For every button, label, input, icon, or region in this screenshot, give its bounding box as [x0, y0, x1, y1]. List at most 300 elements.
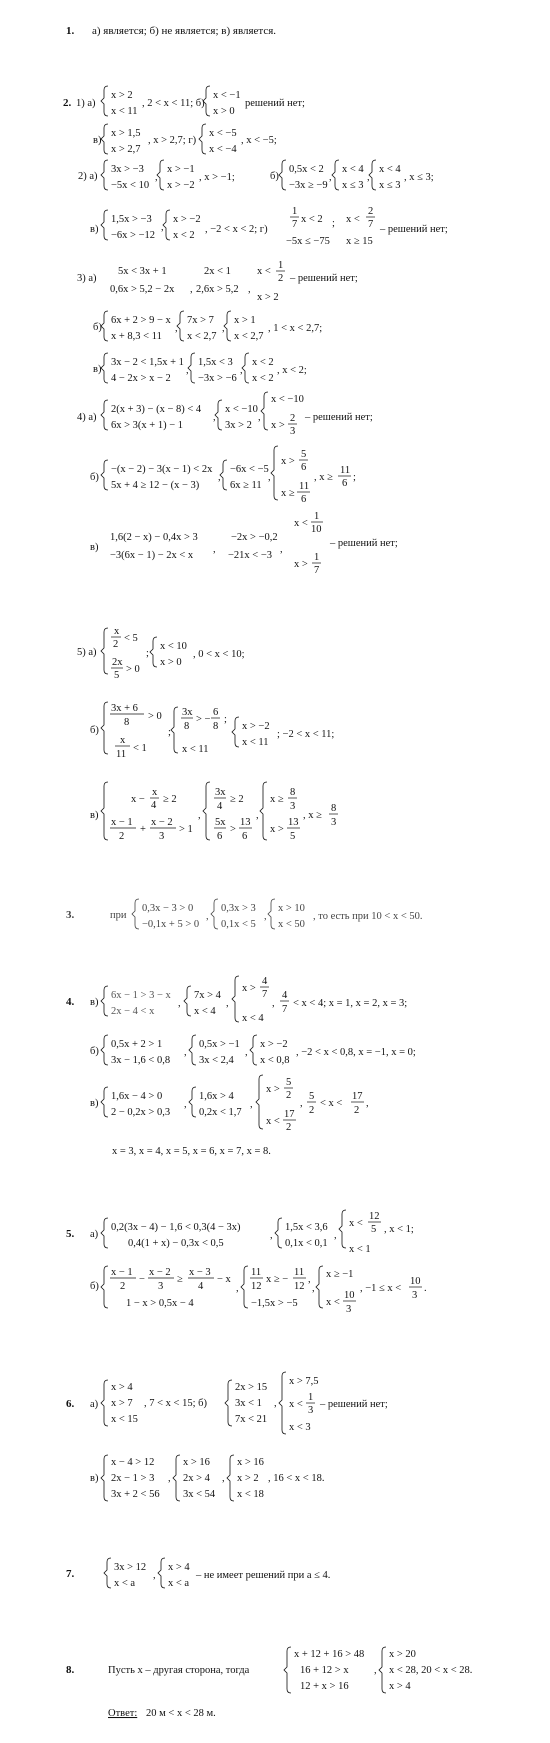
svg-text:x <: x <: [257, 266, 271, 277]
svg-text:– решений нет;: – решений нет;: [290, 273, 358, 284]
svg-text:x + 8,3 < 11: x + 8,3 < 11: [111, 331, 162, 342]
svg-text:1,6(2 − x) − 0,4x > 3: 1,6(2 − x) − 0,4x > 3: [110, 532, 198, 543]
svg-text:,: ,: [274, 1398, 277, 1409]
svg-text:x ≥: x ≥: [270, 794, 284, 805]
svg-text:x < 2,7: x < 2,7: [187, 331, 217, 342]
svg-text:8: 8: [213, 721, 219, 732]
svg-text:3x: 3x: [215, 787, 226, 798]
svg-text:в): в): [90, 1098, 99, 1109]
svg-text:x ≥ 15: x ≥ 15: [346, 236, 373, 247]
svg-text:10: 10: [410, 1276, 421, 1287]
svg-text:−1,5x > −5: −1,5x > −5: [251, 1298, 298, 1309]
svg-text:,: ,: [268, 472, 271, 483]
svg-text:x > −2: x > −2: [242, 721, 270, 732]
svg-text:3x < 1: 3x < 1: [235, 1398, 262, 1409]
svg-text:x >: x >: [271, 420, 285, 431]
svg-text:б): б): [90, 1281, 99, 1292]
svg-text:3: 3: [290, 801, 296, 812]
svg-text:x < 2: x < 2: [252, 357, 274, 368]
svg-text:, x ≤ 3;: , x ≤ 3;: [404, 172, 434, 183]
svg-text:2: 2: [113, 639, 119, 650]
svg-text:0,3x > 3: 0,3x > 3: [221, 903, 256, 914]
svg-text:2: 2: [368, 206, 374, 217]
svg-text:, 1 < x < 2,7;: , 1 < x < 2,7;: [268, 323, 323, 334]
svg-text:x − 2: x − 2: [149, 1267, 171, 1278]
svg-text:11: 11: [294, 1267, 305, 1278]
svg-text:6x + 2 > 9 − x: 6x + 2 > 9 − x: [111, 315, 171, 326]
svg-text:,: ,: [300, 1098, 303, 1109]
svg-text:x −: x −: [131, 794, 145, 805]
svg-text:,: ,: [270, 1230, 273, 1241]
svg-text:> −: > −: [196, 714, 211, 725]
svg-text:;: ;: [332, 218, 335, 229]
svg-text:4.: 4.: [66, 996, 75, 1008]
svg-text:x < 3: x < 3: [289, 1422, 311, 1433]
svg-text:,: ,: [250, 1099, 253, 1110]
svg-text:6: 6: [213, 707, 219, 718]
svg-text:2: 2: [119, 831, 125, 842]
svg-text:2x − 4 < x: 2x − 4 < x: [111, 1006, 155, 1017]
svg-text:16 + 12 > x: 16 + 12 > x: [300, 1665, 349, 1676]
svg-text:x < a: x < a: [114, 1578, 136, 1589]
svg-text:, x ≥: , x ≥: [314, 472, 333, 483]
svg-text:, −1 ≤ x <: , −1 ≤ x <: [360, 1283, 402, 1294]
svg-text:x ≥ −1: x ≥ −1: [326, 1269, 354, 1280]
svg-text:10: 10: [344, 1290, 355, 1301]
svg-text:,: ,: [240, 365, 243, 376]
svg-text:> 0: > 0: [148, 711, 162, 722]
svg-text:4: 4: [282, 990, 288, 1001]
svg-text:2x > 15: 2x > 15: [235, 1382, 268, 1393]
svg-text:x − 2: x − 2: [151, 817, 173, 828]
svg-text:−21x < −3: −21x < −3: [228, 550, 273, 561]
svg-text:,: ,: [312, 1283, 315, 1294]
svg-text:3x: 3x: [182, 707, 193, 718]
svg-text:2x > 4: 2x > 4: [183, 1473, 210, 1484]
svg-text:x < 4: x < 4: [242, 1013, 264, 1024]
svg-text:3x > −3: 3x > −3: [111, 164, 144, 175]
svg-text:1.: 1.: [66, 25, 75, 37]
svg-text:x <: x <: [349, 1218, 363, 1229]
svg-text:11: 11: [251, 1267, 262, 1278]
svg-text:, x < 1;: , x < 1;: [384, 1224, 414, 1235]
svg-text:2: 2: [120, 1281, 126, 1292]
svg-text:5: 5: [301, 449, 307, 460]
svg-text:Пусть x – другая сторона, тогд: Пусть x – другая сторона, тогда: [108, 1665, 250, 1676]
svg-text:,: ,: [198, 810, 201, 821]
svg-text:,: ,: [374, 1665, 377, 1676]
svg-text:,: ,: [280, 544, 283, 555]
svg-text:,: ,: [190, 284, 193, 295]
svg-text:x ≤ 3: x ≤ 3: [379, 180, 401, 191]
svg-text:, x > 2,7; г): , x > 2,7; г): [148, 135, 197, 146]
svg-text:x < 11: x < 11: [182, 744, 209, 755]
svg-text:x > −2: x > −2: [173, 214, 201, 225]
svg-text:6: 6: [342, 478, 348, 489]
svg-text:x > 16: x > 16: [183, 1457, 210, 1468]
svg-text:– не имеет решений при a ≤ 4.: – не имеет решений при a ≤ 4.: [196, 1570, 331, 1581]
svg-text:0,1x < 5: 0,1x < 5: [221, 919, 256, 930]
svg-text:1: 1: [278, 260, 284, 271]
svg-text:,: ,: [258, 412, 261, 423]
svg-text:4) а): 4) а): [77, 412, 97, 423]
svg-text:3x − 2 < 1,5x + 1: 3x − 2 < 1,5x + 1: [111, 357, 184, 368]
svg-text:x < 11: x < 11: [242, 737, 269, 748]
svg-text:,: ,: [184, 1047, 187, 1058]
svg-text:в): в): [93, 364, 102, 375]
svg-text:,: ,: [213, 412, 216, 423]
svg-text:3: 3: [346, 1304, 352, 1315]
svg-text:< x < 4; x = 1, x = 2, x =: < x < 4; x = 1, x = 2, x = 3;: [293, 998, 408, 1009]
svg-text:17: 17: [284, 1109, 295, 1120]
svg-text:– решений нет;: – решений нет;: [305, 412, 373, 423]
svg-text:x >: x >: [294, 559, 308, 570]
svg-text:−6x > −12: −6x > −12: [111, 230, 156, 241]
svg-text:x < 15: x < 15: [111, 1414, 138, 1425]
svg-text:2) а): 2) а): [78, 171, 98, 182]
svg-text:x <: x <: [346, 214, 360, 225]
svg-text:x > 20: x > 20: [389, 1649, 416, 1660]
svg-text:3.: 3.: [66, 909, 75, 921]
svg-text:6x − 1 > 3 − x: 6x − 1 > 3 − x: [111, 990, 171, 1001]
svg-text:≥ 2: ≥ 2: [163, 794, 177, 805]
svg-text:x > 7: x > 7: [111, 1398, 133, 1409]
svg-text:, x < 2;: , x < 2;: [277, 365, 307, 376]
svg-text:12: 12: [369, 1211, 380, 1222]
svg-text:5.: 5.: [66, 1228, 75, 1240]
svg-text:,: ,: [222, 1473, 225, 1484]
svg-text:x < 18: x < 18: [237, 1489, 264, 1500]
svg-text:,: ,: [175, 323, 178, 334]
svg-text:17: 17: [352, 1091, 363, 1102]
svg-text:3: 3: [290, 426, 296, 437]
svg-text:13: 13: [288, 817, 299, 828]
svg-text:6x > 3(x + 1) − 1: 6x > 3(x + 1) − 1: [111, 420, 184, 431]
svg-text:6: 6: [217, 831, 223, 842]
svg-text:+: +: [140, 824, 146, 835]
svg-text:при: при: [110, 910, 127, 921]
svg-text:3: 3: [412, 1290, 418, 1301]
svg-text:x > 2: x > 2: [237, 1473, 259, 1484]
svg-text:5: 5: [290, 831, 296, 842]
svg-text:x <: x <: [266, 1116, 280, 1127]
svg-text:x > −2: x > −2: [260, 1039, 288, 1050]
svg-text:x > 2,7: x > 2,7: [111, 144, 141, 155]
svg-text:0,6x > 5,2 − 2x: 0,6x > 5,2 − 2x: [110, 284, 175, 295]
svg-text:3x > 12: 3x > 12: [114, 1562, 147, 1573]
svg-text:2 − 0,2x > 0,3: 2 − 0,2x > 0,3: [111, 1107, 171, 1118]
svg-text:, 0 < x < 10;: , 0 < x < 10;: [193, 649, 245, 660]
svg-text:− x: − x: [217, 1274, 231, 1285]
svg-text:x > 0: x > 0: [160, 657, 182, 668]
svg-text:12: 12: [294, 1281, 305, 1292]
svg-text:x > 7,5: x > 7,5: [289, 1376, 319, 1387]
svg-text:2x: 2x: [112, 657, 123, 668]
svg-text:x < −10: x < −10: [271, 394, 304, 405]
svg-text:4: 4: [151, 800, 157, 811]
svg-text:6: 6: [301, 462, 307, 473]
svg-text:x > 1: x > 1: [234, 315, 256, 326]
svg-text:2: 2: [286, 1122, 292, 1133]
svg-text:x <: x <: [326, 1297, 340, 1308]
svg-text:x < 50: x < 50: [278, 919, 305, 930]
svg-text:5: 5: [286, 1077, 292, 1088]
svg-text:−5x < 10: −5x < 10: [111, 180, 150, 191]
svg-text:,: ,: [184, 1099, 187, 1110]
svg-text:6x ≥ 11: 6x ≥ 11: [230, 480, 262, 491]
svg-text:x < 11: x < 11: [111, 106, 138, 117]
svg-text:x > 4: x > 4: [111, 1382, 133, 1393]
svg-text:, x ≥: , x ≥: [303, 810, 322, 821]
svg-text:, −2 < x < 0,8, x = −1, x = 0: , −2 < x < 0,8, x = −1, x = 0;: [296, 1047, 416, 1058]
svg-text:x = 3, x = 4, x = 5, x = 6,: x = 3, x = 4, x = 5, x = 6, x = 7, x = 8.: [112, 1146, 271, 1157]
svg-text:x > 16: x > 16: [237, 1457, 264, 1468]
svg-text:2: 2: [354, 1105, 360, 1116]
svg-text:Ответ:: Ответ:: [108, 1708, 138, 1719]
svg-text:7x > 4: 7x > 4: [194, 990, 221, 1001]
svg-text:x < a: x < a: [168, 1578, 190, 1589]
svg-text:x >: x >: [266, 1084, 280, 1095]
svg-text:,: ,: [264, 911, 267, 922]
svg-text:2,6x > 5,2: 2,6x > 5,2: [196, 284, 239, 295]
svg-text:x >: x >: [281, 456, 295, 467]
svg-text:,: ,: [218, 472, 221, 483]
svg-text:;: ;: [353, 472, 356, 483]
svg-text:7x < 21: 7x < 21: [235, 1414, 268, 1425]
svg-text:x < 4: x < 4: [194, 1006, 216, 1017]
svg-text:1 − x > 0,5x − 4: 1 − x > 0,5x − 4: [126, 1298, 194, 1309]
svg-text:x < −1: x < −1: [213, 90, 241, 101]
svg-text:5) а): 5) а): [77, 647, 97, 658]
svg-text:3: 3: [308, 1405, 314, 1416]
svg-text:7x > 7: 7x > 7: [187, 315, 214, 326]
svg-text:в): в): [90, 224, 99, 235]
svg-text:x > 1,5: x > 1,5: [111, 128, 141, 139]
svg-text:x >: x >: [270, 824, 284, 835]
svg-text:< 1: < 1: [133, 743, 147, 754]
svg-text:,: ,: [367, 172, 370, 183]
svg-text:x <: x <: [289, 1399, 303, 1410]
svg-text:x < 2: x < 2: [252, 373, 274, 384]
svg-text:б): б): [90, 472, 99, 483]
svg-text:,: ,: [178, 998, 181, 1009]
svg-text:4 − 2x > x − 2: 4 − 2x > x − 2: [111, 373, 171, 384]
svg-text:x − 1: x − 1: [111, 817, 133, 828]
svg-text:12 + x > 16: 12 + x > 16: [300, 1681, 349, 1692]
svg-text:−2x > −0,2: −2x > −0,2: [231, 532, 278, 543]
svg-text:7: 7: [292, 219, 298, 230]
svg-text:; −2 < x < 11;: ; −2 < x < 11;: [277, 729, 335, 740]
svg-text:0,3x − 3 > 0: 0,3x − 3 > 0: [142, 903, 194, 914]
svg-text:3x + 2 < 56: 3x + 2 < 56: [111, 1489, 160, 1500]
svg-text:12: 12: [251, 1281, 262, 1292]
svg-text:;: ;: [146, 648, 149, 659]
svg-text:8: 8: [331, 803, 337, 814]
svg-text:x > −1: x > −1: [167, 164, 195, 175]
svg-text:0,5x < 2: 0,5x < 2: [289, 164, 324, 175]
svg-text:x < −5: x < −5: [209, 128, 237, 139]
svg-text:10: 10: [311, 524, 322, 535]
svg-text:,: ,: [153, 1570, 156, 1581]
svg-text:1,6x > 4: 1,6x > 4: [199, 1091, 234, 1102]
svg-text:а) является; б) не является;: а) является; б) не является; в) является.: [92, 25, 277, 37]
svg-text:,: ,: [186, 365, 189, 376]
svg-text:x − 4 > 12: x − 4 > 12: [111, 1457, 155, 1468]
svg-text:6: 6: [242, 831, 248, 842]
svg-text:x: x: [114, 626, 120, 637]
svg-text:а): а): [90, 1229, 99, 1240]
svg-text:б): б): [90, 725, 99, 736]
svg-text:,: ,: [308, 1274, 311, 1285]
svg-text:0,2(3x − 4) − 1,6 < 0,3(4 − 3x: 0,2(3x − 4) − 1,6 < 0,3(4 − 3x): [111, 1222, 241, 1233]
svg-text:x < 2: x < 2: [173, 230, 195, 241]
svg-text:7.: 7.: [66, 1568, 75, 1580]
svg-text:x > 2: x > 2: [257, 292, 279, 303]
svg-text:4: 4: [217, 801, 223, 812]
svg-text:1: 1: [308, 1392, 314, 1403]
svg-text:x > 4: x > 4: [389, 1681, 411, 1692]
svg-text:7: 7: [368, 219, 374, 230]
svg-text:x < 28, 20 < x < 28.: x < 28, 20 < x < 28.: [389, 1665, 473, 1676]
svg-text:– решений нет;: – решений нет;: [330, 538, 398, 549]
svg-text:, −2 < x < 2; г): , −2 < x < 2; г): [205, 224, 268, 235]
svg-text:в): в): [90, 810, 99, 821]
svg-text:0,4(1 + x) − 0,3x < 0,5: 0,4(1 + x) − 0,3x < 0,5: [128, 1238, 224, 1249]
svg-text:, x > −1;: , x > −1;: [199, 172, 235, 183]
svg-text:2x < 1: 2x < 1: [204, 266, 231, 277]
svg-text:x > 10: x > 10: [278, 903, 305, 914]
svg-text:1: 1: [314, 511, 320, 522]
svg-text:,: ,: [213, 544, 216, 555]
svg-text:0,2x < 1,7: 0,2x < 1,7: [199, 1107, 242, 1118]
svg-text:−3x ≥ −9: −3x ≥ −9: [289, 180, 328, 191]
svg-text:,: ,: [256, 810, 259, 821]
svg-text:−: −: [139, 1274, 145, 1285]
svg-text:3: 3: [159, 831, 165, 842]
svg-text:2: 2: [290, 413, 296, 424]
svg-text:в): в): [93, 135, 102, 146]
svg-text:−0,1x + 5 > 0: −0,1x + 5 > 0: [142, 919, 200, 930]
svg-text:в): в): [90, 542, 99, 553]
svg-text:4: 4: [198, 1281, 204, 1292]
svg-text:в): в): [90, 997, 99, 1008]
svg-text:6.: 6.: [66, 1398, 75, 1410]
svg-text:x ≥: x ≥: [281, 488, 295, 499]
svg-text:,: ,: [334, 1230, 337, 1241]
svg-text:x: x: [120, 735, 126, 746]
svg-text:2(x + 3) − (x − 8) < 4: 2(x + 3) − (x − 8) < 4: [111, 404, 202, 415]
svg-text:11: 11: [299, 481, 310, 492]
svg-text:x < 1: x < 1: [349, 1244, 371, 1255]
svg-text:x: x: [152, 787, 158, 798]
svg-text:,: ,: [222, 323, 225, 334]
svg-text:6: 6: [301, 494, 307, 505]
svg-text:, 16 < x < 18.: , 16 < x < 18.: [268, 1473, 325, 1484]
svg-text:−3x > −6: −3x > −6: [198, 373, 237, 384]
svg-text:x < −10: x < −10: [225, 404, 258, 415]
svg-text:,: ,: [245, 1047, 248, 1058]
svg-text:x >: x >: [242, 983, 256, 994]
svg-text:3: 3: [331, 817, 337, 828]
svg-text:решений нет;: решений нет;: [245, 98, 305, 109]
svg-text:,: ,: [168, 1473, 171, 1484]
svg-text:≥ 2: ≥ 2: [230, 794, 244, 805]
svg-text:,: ,: [206, 911, 209, 922]
svg-text:а): а): [90, 1399, 99, 1410]
svg-text:x < −4: x < −4: [209, 144, 237, 155]
svg-text:1,5x > −3: 1,5x > −3: [111, 214, 152, 225]
svg-text:7: 7: [282, 1004, 288, 1015]
svg-text:1,5x < 3: 1,5x < 3: [198, 357, 233, 368]
svg-text:– решений нет;: – решений нет;: [380, 224, 448, 235]
svg-text:5x < 3x + 1: 5x < 3x + 1: [118, 266, 167, 277]
svg-text:−3(6x − 1) − 2x < x: −3(6x − 1) − 2x < x: [110, 550, 194, 561]
svg-text:б): б): [270, 171, 279, 182]
svg-text:11: 11: [340, 465, 351, 476]
svg-text:5: 5: [309, 1091, 315, 1102]
svg-text:б): б): [90, 1046, 99, 1057]
svg-text:< 5: < 5: [124, 633, 138, 644]
svg-text:20 м < x < 28 м.: 20 м < x < 28 м.: [146, 1708, 216, 1719]
svg-text:3x + 6: 3x + 6: [111, 703, 138, 714]
svg-text:0,5x > −1: 0,5x > −1: [199, 1039, 240, 1050]
svg-text:8.: 8.: [66, 1664, 75, 1676]
svg-text:x ≤ 3: x ≤ 3: [342, 180, 364, 191]
svg-text:≥: ≥: [177, 1274, 183, 1285]
svg-text:4: 4: [262, 976, 268, 987]
svg-text:1: 1: [314, 552, 320, 563]
svg-text:x − 3: x − 3: [189, 1267, 211, 1278]
svg-text:1,5x < 3,6: 1,5x < 3,6: [285, 1222, 328, 1233]
svg-text:x > −2: x > −2: [167, 180, 195, 191]
svg-text:2: 2: [278, 273, 284, 284]
svg-text:2.: 2.: [63, 97, 72, 109]
svg-text:.: .: [424, 1283, 427, 1294]
svg-text:x ≥ −: x ≥ −: [266, 1274, 289, 1285]
svg-text:x < 2: x < 2: [301, 214, 323, 225]
svg-text:8: 8: [184, 721, 190, 732]
svg-text:x > 0: x > 0: [213, 106, 235, 117]
svg-text:– решений нет;: – решений нет;: [320, 1399, 388, 1410]
svg-text:x < 4: x < 4: [342, 164, 364, 175]
svg-text:7: 7: [314, 565, 320, 576]
svg-text:, 7 < x < 15; б): , 7 < x < 15; б): [144, 1398, 207, 1409]
svg-text:, x < −5;: , x < −5;: [241, 135, 277, 146]
svg-text:11: 11: [116, 749, 127, 760]
svg-text:8: 8: [290, 787, 296, 798]
svg-text:0,5x + 2 > 1: 0,5x + 2 > 1: [111, 1039, 163, 1050]
svg-text:2: 2: [309, 1105, 315, 1116]
svg-text:,: ,: [272, 998, 275, 1009]
svg-text:x < 0,8: x < 0,8: [260, 1055, 290, 1066]
svg-text:x + 12 + 16 > 48: x + 12 + 16 > 48: [294, 1649, 365, 1660]
svg-text:3x < 54: 3x < 54: [183, 1489, 216, 1500]
svg-text:3: 3: [158, 1281, 164, 1292]
svg-text:2: 2: [286, 1090, 292, 1101]
svg-text:x < 2,7: x < 2,7: [234, 331, 264, 342]
svg-text:x <: x <: [294, 518, 308, 529]
svg-text:< x <: < x <: [320, 1098, 343, 1109]
svg-text:,: ,: [248, 284, 251, 295]
svg-text:1: 1: [292, 206, 298, 217]
svg-text:−5x ≤ −75: −5x ≤ −75: [286, 236, 330, 247]
svg-text:2x − 1 > 3: 2x − 1 > 3: [111, 1473, 155, 1484]
svg-text:,: ,: [161, 222, 164, 233]
svg-text:, 2 < x < 11; б): , 2 < x < 11; б): [142, 98, 205, 109]
svg-text:3x > 2: 3x > 2: [225, 420, 252, 431]
svg-text:−6x < −5: −6x < −5: [230, 464, 269, 475]
svg-text:7: 7: [262, 989, 268, 1000]
